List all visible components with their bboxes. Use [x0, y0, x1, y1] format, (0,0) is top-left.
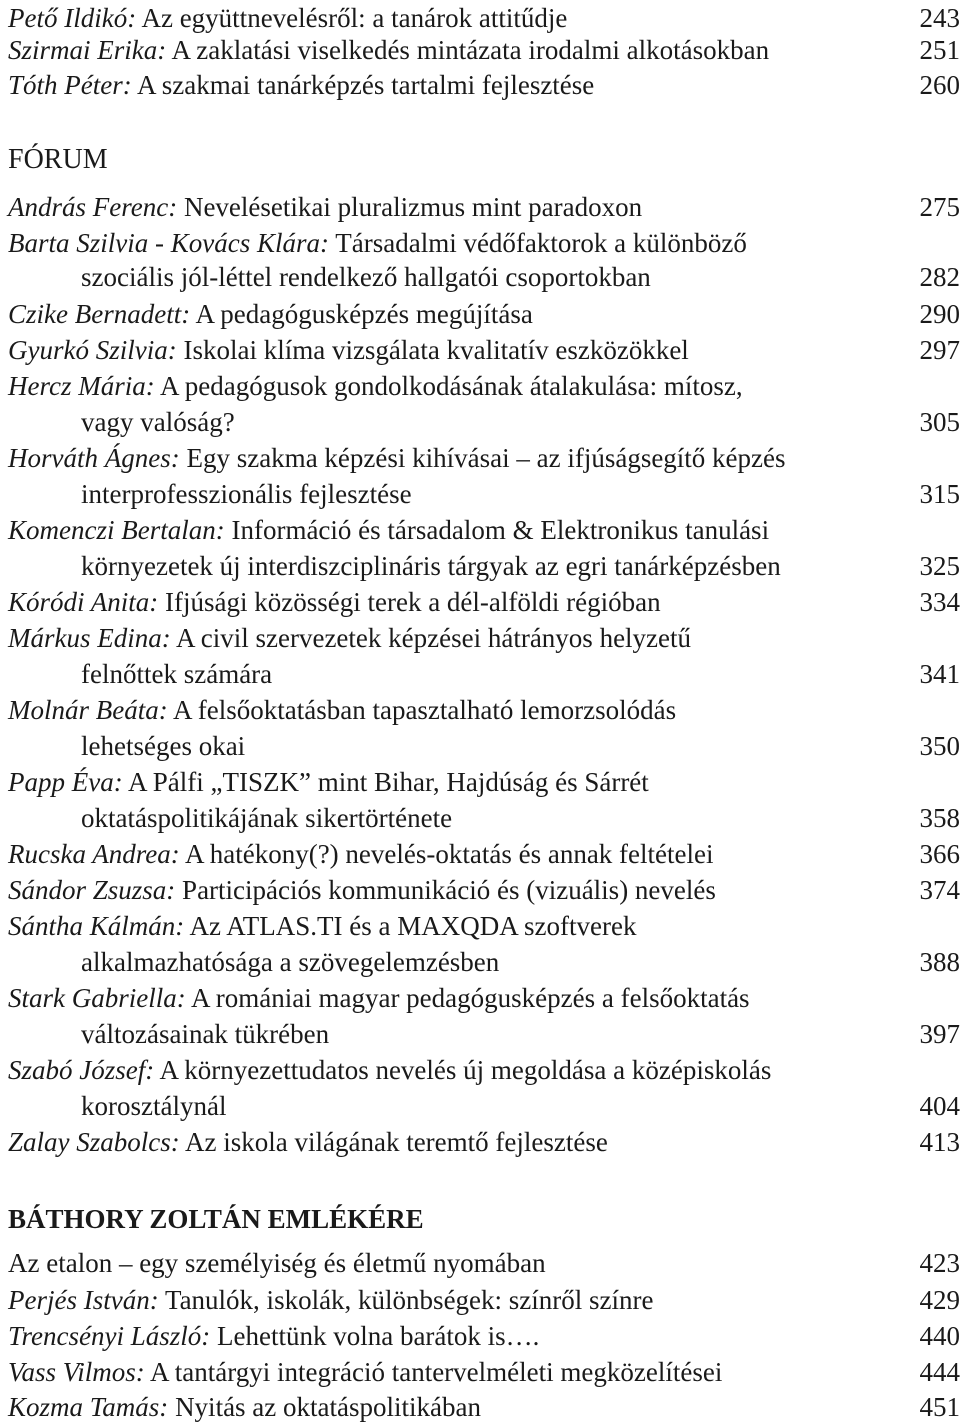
toc-entry: [8, 908, 960, 944]
entry-title: A felsőoktatásban tapasztalható lemorzsolódás: [173, 695, 677, 725]
entry-author: Horváth Ágnes:: [8, 443, 180, 473]
entry-title: Az iskola világának teremtő fejlesztése: [185, 1127, 608, 1157]
entry-author: Pető Ildikó:: [8, 3, 137, 33]
toc-entry: [8, 980, 960, 1016]
entry-page-number: 305: [919, 407, 960, 437]
entry-page-number: 366: [919, 839, 960, 869]
entry-page-number: 358: [919, 803, 960, 833]
entry-author: Rucska Andrea:: [8, 839, 180, 869]
toc-entry: [8, 32, 960, 68]
entry-title: Ifjúsági közösségi terek a dél-alföldi régióban: [165, 587, 661, 617]
entry-title: A pedagógusképzés megújítása: [195, 299, 533, 329]
toc-entry: [8, 1282, 960, 1318]
entry-page-number: 423: [919, 1248, 960, 1278]
entry-page-number: 429: [919, 1285, 960, 1315]
toc-entry-continuation: [8, 1016, 960, 1052]
toc-entry: [8, 692, 960, 728]
entry-author: Stark Gabriella:: [8, 983, 186, 1013]
entry-title: Nevelésetikai pluralizmus mint paradoxon: [183, 192, 643, 222]
entry-page-number: 350: [919, 731, 960, 761]
entry-title-continued: oktatáspolitikájának sikertörténete: [81, 803, 453, 833]
toc-entry-continuation: [8, 548, 960, 584]
entry-page-number: 404: [919, 1091, 960, 1121]
entry-page-number: 315: [919, 479, 960, 509]
toc-entry: [8, 1318, 960, 1354]
entry-title: Az együttnevelésről: a tanárok attitűdje: [141, 3, 568, 33]
toc-entry: [8, 368, 960, 404]
entry-author: Komenczi Bertalan:: [8, 515, 225, 545]
toc-entry: [8, 189, 960, 225]
entry-author: Sándor Zsuzsa:: [8, 875, 176, 905]
entry-page-number: 341: [919, 659, 960, 689]
entry-title-continued: lehetséges okai: [81, 731, 246, 761]
entry-author: Hercz Mária:: [8, 371, 155, 401]
toc-entry-continuation: [8, 944, 960, 980]
entry-title: Az ATLAS.TI és a MAXQDA szoftverek: [189, 911, 637, 941]
entry-title-continued: alkalmazhatósága a szövegelemzésben: [81, 947, 500, 977]
entry-title-continued: változásainak tükrében: [81, 1019, 330, 1049]
entry-author: Tóth Péter:: [8, 70, 132, 100]
entry-title-continued: korosztálynál: [81, 1091, 227, 1121]
entry-title: A pedagógusok gondolkodásának átalakulása: mítosz,: [160, 371, 743, 401]
entry-title: A zaklatási viselkedés mintázata irodalmi alkotásokban: [171, 35, 770, 65]
entry-title: Participációs kommunikáció és (vizuális) nevelés: [182, 875, 716, 905]
entry-page-number: 451: [919, 1392, 960, 1422]
toc-entry-continuation: [8, 656, 960, 692]
toc-entry: [8, 836, 960, 872]
entry-title: A hatékony(?) nevelés-oktatás és annak feltételei: [184, 839, 714, 869]
toc-entry: [8, 512, 960, 548]
entry-page-number: 388: [919, 947, 960, 977]
entry-page-number: 251: [919, 35, 960, 65]
entry-title-continued: interprofesszionális fejlesztése: [81, 479, 412, 509]
entry-author: Kozma Tamás:: [8, 1392, 169, 1422]
entry-author: Szabó József:: [8, 1055, 155, 1085]
entry-page-number: 374: [919, 875, 960, 905]
entry-title: Információ és társadalom & Elektronikus tanulási: [231, 515, 770, 545]
toc-entry: [8, 620, 960, 656]
entry-title-continued: szociális jól-léttel rendelkező hallgatói csoportokban: [81, 262, 651, 292]
toc-entry-continuation: [8, 476, 960, 512]
entry-title: Tanulók, iskolák, különbségek: színről színre: [164, 1285, 654, 1315]
entry-title: Egy szakma képzési kihívásai – az ifjúságsegítő képzés: [186, 443, 786, 473]
entry-title-continued: felnőttek számára: [81, 659, 273, 689]
toc-entry: [8, 296, 960, 332]
entry-title-continued: környezetek új interdiszciplináris tárgyak az egri tanárképzésben: [81, 551, 781, 581]
entry-page-number: 440: [919, 1321, 960, 1351]
entry-author: Kóródi Anita:: [8, 587, 159, 617]
entry-page-number: 444: [919, 1357, 960, 1387]
entry-title: A tantárgyi integráció tantervelméleti megközelítései: [150, 1357, 723, 1387]
toc-entry: [8, 1354, 960, 1390]
entry-page-number: 413: [919, 1127, 960, 1157]
entry-author: Gyurkó Szilvia:: [8, 335, 177, 365]
toc-entry: [8, 584, 960, 620]
entry-author: Szirmai Erika:: [8, 35, 167, 65]
entry-page-number: 325: [919, 551, 960, 581]
toc-entry: [8, 225, 960, 261]
entry-author: Trencsényi László:: [8, 1321, 211, 1351]
entry-title: A civil szervezetek képzései hátrányos helyzetű: [176, 623, 692, 653]
entry-author: Márkus Edina:: [8, 623, 171, 653]
toc-entry-continuation: [8, 728, 960, 764]
toc-entry: [8, 872, 960, 908]
entry-author: András Ferenc:: [8, 192, 178, 222]
toc-entry: [8, 1245, 960, 1281]
entry-author: Vass Vilmos:: [8, 1357, 145, 1387]
entry-title-continued: vagy valóság?: [81, 407, 235, 437]
entry-page-number: 334: [919, 587, 960, 617]
toc-entry-continuation: [8, 800, 960, 836]
entry-author: Perjés István:: [8, 1285, 159, 1315]
entry-page-number: 282: [919, 262, 960, 292]
entry-author: Czike Bernadett:: [8, 299, 191, 329]
entry-title: A Pálfi „TISZK” mint Bihar, Hajdúság és Sárrét: [127, 767, 649, 797]
entry-author: Molnár Beáta:: [8, 695, 168, 725]
section-heading-forum: FÓRUM: [8, 144, 108, 175]
toc-entry: [8, 67, 960, 103]
entry-page-number: 290: [919, 299, 960, 329]
entry-author: Papp Éva:: [8, 767, 123, 797]
entry-author: Barta Szilvia - Kovács Klára:: [8, 228, 329, 258]
entry-title: A romániai magyar pedagógusképzés a felsőoktatás: [191, 983, 750, 1013]
entry-title: Társadalmi védőfaktorok a különböző: [335, 228, 747, 258]
entry-title: Lehettünk volna barátok is….: [217, 1321, 540, 1351]
toc-entry: [8, 0, 960, 36]
toc-entry: [8, 440, 960, 476]
entry-page-number: 397: [919, 1019, 960, 1049]
entry-title: Nyitás az oktatáspolitikában: [175, 1392, 481, 1422]
entry-page-number: 260: [919, 70, 960, 100]
toc-entry-continuation: [8, 1088, 960, 1124]
entry-title: A környezettudatos nevelés új megoldása a középiskolás: [159, 1055, 772, 1085]
entry-title: Iskolai klíma vizsgálata kvalitatív eszközökkel: [183, 335, 689, 365]
toc-entry-continuation: [8, 404, 960, 440]
entry-page-number: 243: [919, 3, 960, 33]
toc-entry: [8, 1389, 960, 1425]
toc-entry: [8, 1124, 960, 1160]
entry-page-number: 297: [919, 335, 960, 365]
entry-author: Zalay Szabolcs:: [8, 1127, 180, 1157]
entry-title: Az etalon – egy személyiség és életmű nyomában: [8, 1248, 546, 1278]
toc-entry: [8, 332, 960, 368]
toc-entry: [8, 1052, 960, 1088]
toc-entry-continuation: [8, 259, 960, 295]
entry-page-number: 275: [919, 192, 960, 222]
toc-entry: [8, 764, 960, 800]
entry-title: A szakmai tanárképzés tartalmi fejlesztése: [137, 70, 595, 100]
entry-author: Sántha Kálmán:: [8, 911, 185, 941]
section-heading-memorial: BÁTHORY ZOLTÁN EMLÉKÉRE: [8, 1204, 424, 1234]
